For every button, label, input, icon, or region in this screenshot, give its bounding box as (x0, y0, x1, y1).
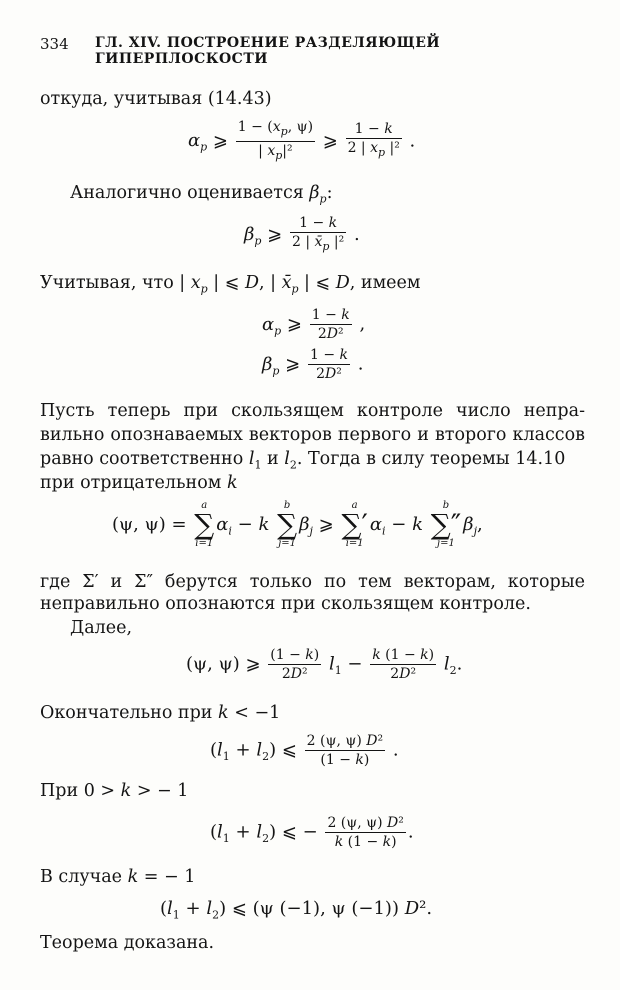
text-pri: При (40, 781, 79, 801)
equation-case-3: $(l_1 + l_2)$ ⩽ (ψ (−1), ψ (−1)) D². (160, 898, 433, 922)
text-okonchatelno: Окончательно при (40, 703, 213, 723)
equation-beta-bound: $\beta_p$ ⩾ $\frac{1 - k}{2 | x̄_p |^2}$ . (244, 215, 360, 253)
equation-case-2: $(l_1 + l_2)$ ⩽ − $\frac{\text{2 (ψ, ψ) D²}}{k (1 - k)}$ . (210, 815, 414, 850)
para2-line-2: неправильно опознаются при скользящем контроле. (40, 594, 531, 614)
para2-line-1: где Σ′ и Σ″ берутся только по тем векторам, которые (40, 572, 585, 592)
equation-psi-psi-l: (ψ, ψ) ⩾ $\frac{(1 - k)}{\text{2D²}}$ $l_1$ − $\frac{k (1 - k)}{\text{2D²}}$ $l_2$. (186, 647, 463, 682)
text-ravno: равно соответственно (40, 449, 244, 469)
text-pri-otricatelnom: при отрицательном (40, 473, 222, 493)
text-line-pri: При 0 > k > − 1 (40, 781, 189, 801)
text-analogichno: Аналогично оценивается (70, 183, 304, 203)
equation-alpha-D: $\alpha_p$ ⩾ $\frac{1 - k}{\text{2D²}}$ , (262, 307, 366, 342)
text-imeem: имеем (360, 273, 421, 293)
equation-psi-psi-sum: (ψ, ψ) = a ∑ i=1 $\alpha_i - k$ b ∑ j=1 $\beta_j$ ⩾ a ∑′ i=1 $\alpha_i - k$ b ∑″ j=1 $\beta_j$, (112, 500, 483, 549)
text-dalee: Далее, (70, 618, 133, 638)
text-togda: Тогда в силу теоремы 14.10 (307, 449, 566, 469)
para1-line-2: вильно опознаваемых векторов первого и второго классов (40, 425, 585, 445)
equation-alpha-bound: $\alpha_p$ ⩾ $\frac{1 - (x_p, \psi)}{| x_p|^2}$ ⩾ $\frac{1 - k}{2 | x_p |^2}$ . (188, 119, 416, 162)
text-line-1: откуда, учитывая (14.43) (40, 89, 272, 109)
page-header (40, 35, 590, 67)
text-uchityvaya: Учитывая, что (40, 273, 174, 293)
chapter-title: ГЛ. XIV. ПОСТРОЕНИЕ РАЗДЕЛЯЮЩЕЙ ГИПЕРПЛОСКОСТИ (95, 35, 441, 67)
para1-line-4: при отрицательном k (40, 473, 238, 493)
text-line-v-sluchae: В случае k = − 1 (40, 867, 196, 887)
text-line-final: Окончательно при k < −1 (40, 703, 281, 723)
text-line-3: Учитывая, что | $x_p$ | ⩽ D, | $x̄_p$ | ⩽ D, имеем (40, 273, 421, 296)
para1-line-1: Пусть теперь при скользящем контроле число непра- (40, 401, 585, 421)
para1-line-3: равно соответственно $l_1$ и $l_2$. Тогда в силу теоремы 14.10 (40, 449, 566, 472)
equation-beta-D: $\beta_p$ ⩾ $\frac{1 - k}{\text{2D²}}$ . (262, 347, 364, 382)
page-number: 334 (40, 35, 69, 53)
text-line-2: Аналогично оценивается $\beta_p$: (70, 183, 333, 206)
text-qed: Теорема доказана. (40, 933, 215, 953)
text-v-sluchae: В случае (40, 867, 122, 887)
equation-case-1: $(l_1 + l_2)$ ⩽ $\frac{\text{2 (ψ, ψ) D²}}{(1 - k)}$ . (210, 733, 399, 768)
